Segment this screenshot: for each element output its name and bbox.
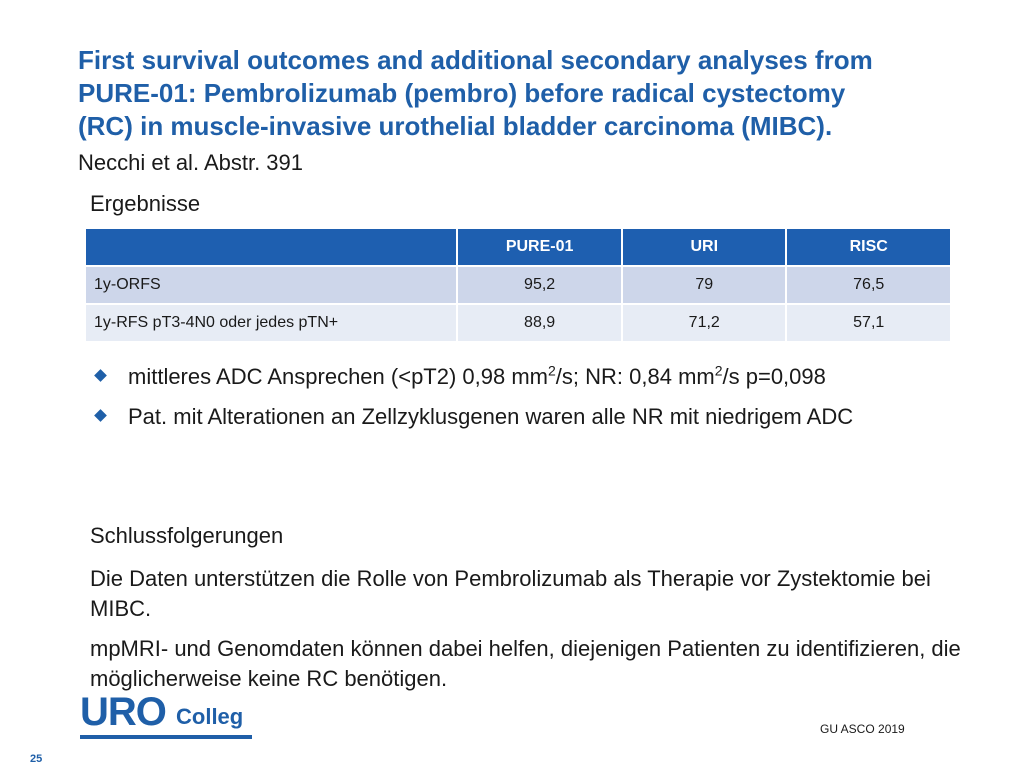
table-header-row [85, 228, 951, 266]
title-line-2: PURE-01: Pembrolizumab (pembro) before radical cystectomy [78, 78, 846, 108]
superscript: 2 [714, 362, 723, 379]
bullet-text-part: mittleres ADC Ansprechen (<pT2) 0,98 mm [128, 364, 548, 389]
logo-colleg-text: Colleg [176, 704, 244, 729]
table-cell: 88,9 [457, 304, 622, 342]
table-header-uri: URI [622, 228, 786, 266]
conclusions-heading: Schlussfolgerungen [90, 523, 284, 548]
logo-underline [80, 735, 252, 739]
table-cell-label: 1y-ORFS [85, 266, 457, 304]
table-cell: 79 [622, 266, 786, 304]
table-cell: 76,5 [786, 266, 951, 304]
table-row [85, 304, 951, 342]
table-cell: 71,2 [622, 304, 786, 342]
results-table [84, 227, 952, 343]
title-line-3: (RC) in muscle-invasive urothelial bladder carcinoma (MIBC). [78, 111, 833, 141]
bullet-text: Pat. mit Alterationen an Zellzyklusgenen waren alle NR mit niedrigem ADC [128, 404, 854, 429]
diamond-bullet-icon [94, 369, 107, 382]
table-row [85, 266, 951, 304]
slide-title [78, 44, 978, 143]
logo-uro-text: URO [80, 690, 166, 734]
page-number: 25 [30, 753, 43, 765]
table-header-empty [85, 228, 457, 266]
table-header-risc: RISC [786, 228, 951, 266]
bullet-item-adc [90, 362, 980, 392]
table-header-pure01: PURE-01 [457, 228, 622, 266]
conference-label: GU ASCO 2019 [820, 722, 905, 736]
bullet-text-part: /s; NR: 0,84 mm [555, 364, 715, 389]
citation: Necchi et al. Abstr. 391 [78, 150, 304, 175]
bullet-list [90, 362, 980, 442]
results-heading: Ergebnisse [90, 191, 201, 216]
table-cell-label: 1y-RFS pT3-4N0 oder jedes pTN+ [85, 304, 457, 342]
urocolleg-logo [80, 690, 270, 746]
superscript: 2 [548, 362, 556, 379]
conclusion-paragraph-1: Die Daten unterstützen die Rolle von Pembrolizumab als Therapie vor Zystektomie bei MIBC. [90, 566, 931, 621]
table-cell: 95,2 [457, 266, 622, 304]
bullet-item-alterations [90, 402, 980, 432]
diamond-bullet-icon [94, 409, 107, 422]
bullet-text-part: /s p=0,098 [722, 364, 826, 389]
table-cell: 57,1 [786, 304, 951, 342]
title-line-1: First survival outcomes and additional secondary analyses from [78, 45, 873, 75]
conclusion-paragraph-2: mpMRI- und Genomdaten können dabei helfen, diejenigen Patienten zu identifizieren, die möglicherweise keine RC benötigen. [90, 636, 961, 691]
